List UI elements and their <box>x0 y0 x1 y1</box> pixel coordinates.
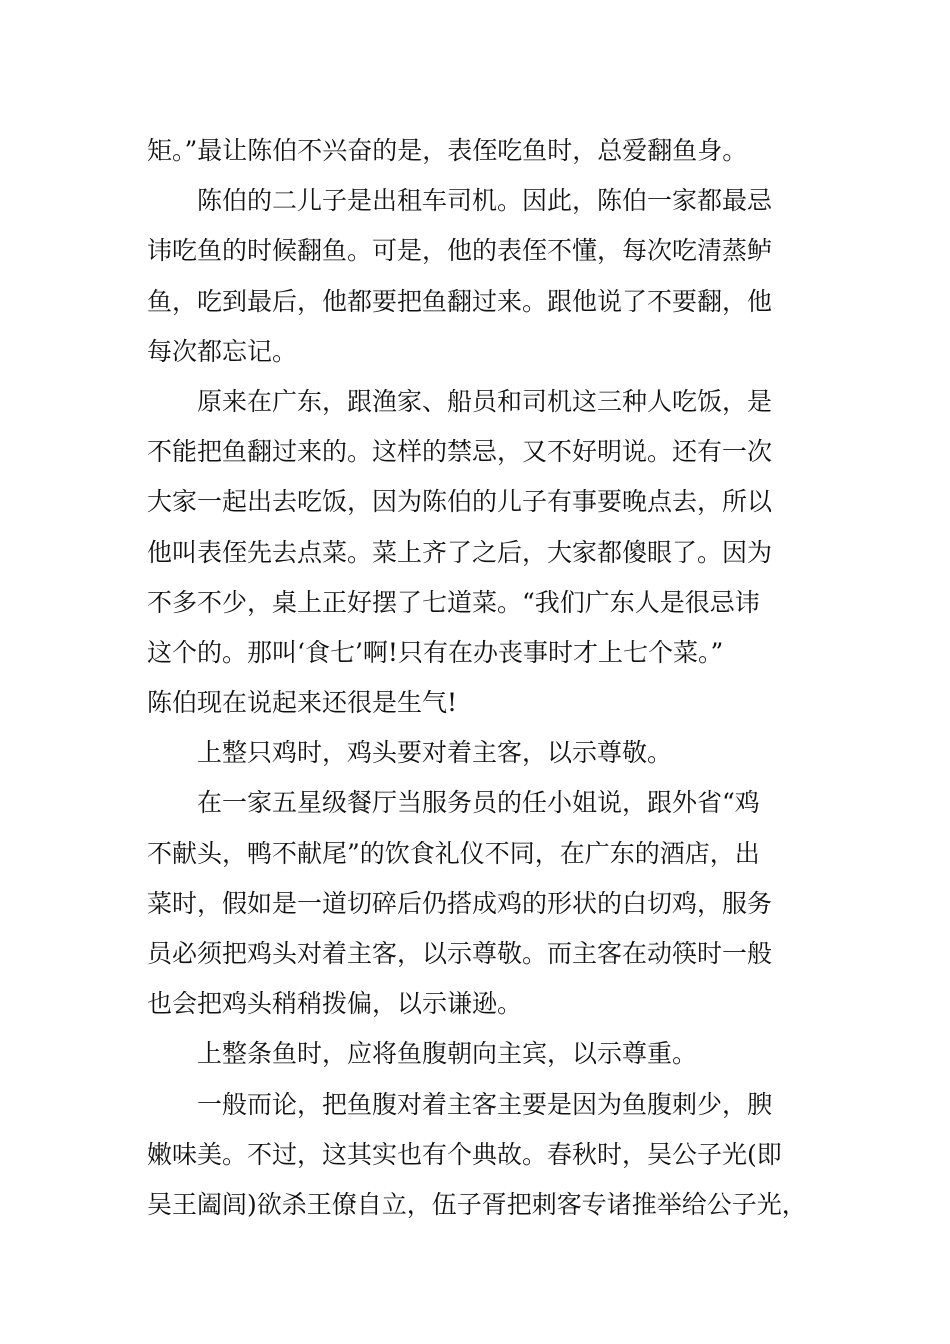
text-line: 不献头，鸭不献尾”的饮食礼仪不同，在广东的酒店，出 <box>147 838 760 868</box>
text-line: 也会把鸡头稍稍拨偏，以示谦逊。 <box>147 989 523 1019</box>
text-line: 不多不少，桌上正好摆了七道菜。“我们广东人是很忌讳 <box>147 587 760 617</box>
text-line: 大家一起出去吃饭，因为陈伯的儿子有事要晚点去，所以 <box>147 487 773 517</box>
text-line: 嫩味美。不过，这其实也有个典故。春秋时，吴公子光(即 <box>147 1139 782 1169</box>
text-line: 一般而论，把鱼腹对着主客主要是因为鱼腹刺少，腴 <box>197 1089 773 1119</box>
text-line: 上整条鱼时，应将鱼腹朝向主宾，以示尊重。 <box>197 1039 698 1069</box>
text-line: 陈伯的二儿子是出租车司机。因此，陈伯一家都最忌 <box>197 186 773 216</box>
text-line: 陈伯现在说起来还很是生气! <box>147 688 458 718</box>
text-line: 矩。”最让陈伯不兴奋的是，表侄吃鱼时，总爱翻鱼身。 <box>147 136 748 165</box>
text-line: 他叫表侄先去点菜。菜上齐了之后，大家都傻眼了。因为 <box>147 537 773 567</box>
text-line: 原来在广东，跟渔家、船员和司机这三种人吃饭，是 <box>197 386 773 416</box>
text-line: 上整只鸡时，鸡头要对着主客，以示尊敬。 <box>197 738 673 768</box>
text-line: 员必须把鸡头对着主客，以示尊敬。而主客在动筷时一般 <box>147 939 773 968</box>
text-line: 菜时，假如是一道切碎后仍搭成鸡的形状的白切鸡，服务 <box>147 888 773 918</box>
text-line: 在一家五星级餐厅当服务员的任小姐说，跟外省“鸡 <box>197 788 760 818</box>
text-line: 鱼，吃到最后，他都要把鱼翻过来。跟他说了不要翻，他 <box>147 286 773 316</box>
text-line: 吴王阖闾)欲杀王僚自立，伍子胥把刺客专诸推举给公子光， <box>147 1189 807 1219</box>
text-line: 不能把鱼翻过来的。这样的禁忌，又不好明说。还有一次 <box>147 437 773 467</box>
text-line: 每次都忘记。 <box>147 336 298 366</box>
body-text <box>147 126 817 1230</box>
text-line: 这个的。那叫‘食七’啊!只有在办丧事时才上七个菜。” <box>147 637 724 667</box>
text-line: 讳吃鱼的时候翻鱼。可是，他的表侄不懂，每次吃清蒸鲈 <box>147 236 773 266</box>
